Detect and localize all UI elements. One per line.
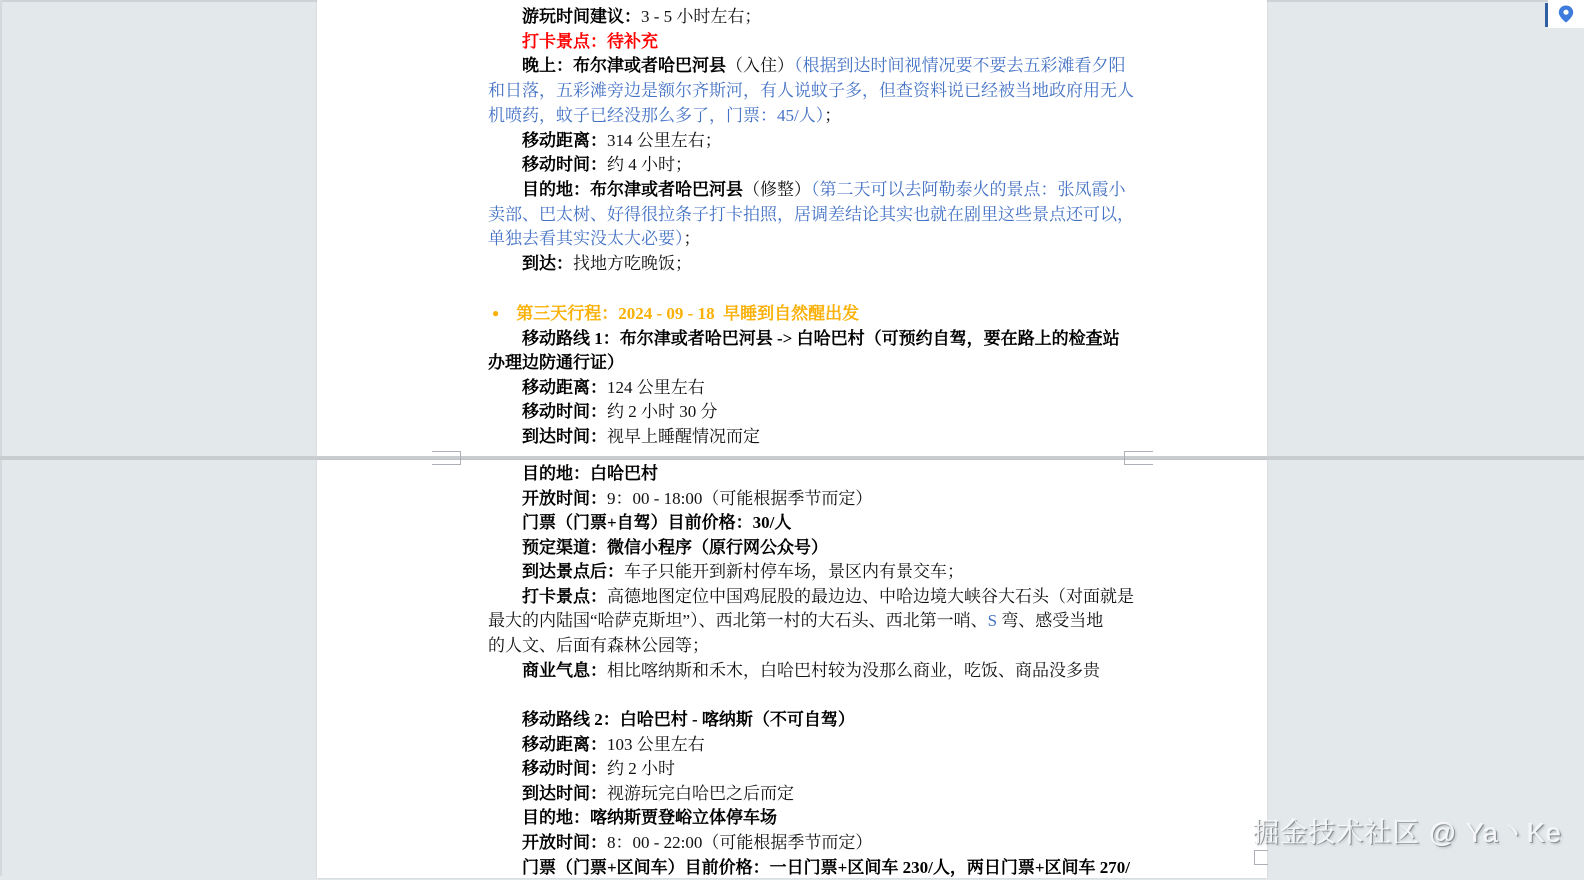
doc-line[interactable] [522,732,705,757]
text-segment: 和日落，五彩滩旁边是额尔齐斯河，有人说蚊子多，但查资料说已经被当地政府用无人 [488,81,1134,100]
text-segment: 找地方吃晚饭； [573,254,692,273]
text-segment: 机喷药，蚊子已经没那么多了，门票：45/人） [488,106,825,125]
doc-line[interactable] [522,152,692,177]
text-segment: （修整） [743,180,811,199]
text-segment: 约 4 小时； [607,155,692,174]
text-segment: S [987,611,998,630]
text-segment: （根据到达时间视情况要不要去五彩滩看夕阳 [794,56,1126,75]
text-segment: 办理边防通行证） [488,353,624,372]
doc-line[interactable] [522,658,1100,683]
text-segment: （入住） [726,56,794,75]
text-segment: 9：00 - 18:00（可能根据季节而定） [607,489,873,508]
doc-line[interactable] [522,53,1126,78]
text-segment: 目的地：白哈巴村 [522,464,658,483]
text-segment: 门票（门票+自驾）目前价格：30/人 [522,513,792,532]
text-segment: 3 - 5 小时左右； [641,7,762,26]
doc-line[interactable] [488,103,841,128]
text-segment: 约 2 小时 30 分 [607,402,718,421]
window-left-border [0,0,2,876]
text-segment: ； [683,229,701,248]
doc-line[interactable] [522,375,705,400]
text-segment: 相比喀纳斯和禾木，白哈巴村较为没那么商业，吃饭、商品没多贵 [607,661,1100,680]
text-segment: 314 公里左右； [607,131,722,150]
doc-line[interactable] [522,29,658,54]
text-segment: 高德地图定位中国鸡屁股的最边边、中哈边境大峡谷大石头（对面就是 [607,587,1134,606]
list-bullet-icon: ● [492,306,500,320]
text-segment: 视游玩完白哈巴之后而定 [607,784,794,803]
text-segment: 移动距离： [522,131,607,150]
text-segment: 8：00 - 22:00（可能根据季节而定） [607,833,873,852]
doc-line[interactable] [488,633,709,658]
doc-line[interactable] [522,326,1120,351]
text-segment: 移动路线 1：布尔津或者哈巴河县 -> 白哈巴村（可预约自驾，要在路上的检查站 [522,329,1120,348]
text-segment: 打卡景点： [522,587,607,606]
doc-line[interactable] [522,424,760,449]
text-segment: 商业气息： [522,661,607,680]
doc-line[interactable] [492,301,859,326]
pin-widget-box[interactable] [1548,0,1584,28]
text-segment: 移动时间： [522,759,607,778]
doc-line[interactable] [488,226,701,251]
doc-line[interactable] [522,4,761,29]
doc-line[interactable] [522,781,794,806]
text-segment: 的人文、后面有森林公园等； [488,636,709,655]
doc-line[interactable] [522,486,872,511]
text-segment: 到达时间： [522,427,607,446]
text-segment: 103 公里左右 [607,735,705,754]
doc-line[interactable] [522,251,692,276]
text-segment: 预定渠道：微信小程序（原行网公众号） [522,538,828,557]
doc-line[interactable] [488,350,624,375]
text-segment: 移动距离： [522,735,607,754]
doc-line[interactable] [522,535,828,560]
watermark: 掘金技术社区 @ Ya丶Ke [1252,818,1562,848]
doc-line[interactable] [522,510,791,535]
text-segment: 开放时间： [522,489,607,508]
text-segment: 124 公里左右 [607,378,705,397]
doc-line[interactable] [522,461,658,486]
text-segment: 单独去看其实没太大必要） [488,229,684,248]
text-segment: 到达景点后： [522,562,624,581]
doc-line[interactable] [522,177,1126,202]
text-segment: 移动时间： [522,402,607,421]
text-segment: 晚上：布尔津或者哈巴河县 [522,56,726,75]
text-segment: 移动路线 2：白哈巴村 - 喀纳斯（不可自驾） [522,710,855,729]
location-pin-icon [1558,5,1574,23]
text-segment: 最大的内陆国“哈萨克斯坦”）、西北第一村的大石头、西北第一哨、 [488,611,988,630]
doc-line[interactable] [522,128,722,153]
doc-line[interactable] [522,756,675,781]
doc-line[interactable] [488,202,1134,227]
text-segment: 约 2 小时 [607,759,675,778]
text-segment: 目的地：喀纳斯贾登峪立体停车场 [522,808,777,827]
text-segment: 移动距离： [522,378,607,397]
text-segment: 第三天行程：2024 - 09 - 18 早睡到自然醒出发 [516,304,860,323]
text-segment: 移动时间： [522,155,607,174]
doc-line[interactable] [488,608,1103,633]
doc-line[interactable] [522,830,872,855]
text-segment: 弯、感受当地 [997,611,1104,630]
text-segment: 游玩时间建议： [522,7,641,26]
text-segment: 视早上睡醒情况而定 [607,427,760,446]
text-segment: 到达： [522,254,573,273]
text-segment: ； [824,106,842,125]
doc-line[interactable] [522,584,1134,609]
text-segment: 目的地：布尔津或者哈巴河县 [522,180,743,199]
text-segment: 开放时间： [522,833,607,852]
doc-line[interactable] [488,78,1134,103]
text-segment: 到达时间： [522,784,607,803]
doc-line[interactable] [522,399,718,424]
text-segment: 卖部、巴太树、好得很拉条子打卡拍照，居调差结论其实也就在剧里这些景点还可以， [488,205,1134,224]
text-segment: 门票（门票+区间车）目前价格：一日门票+区间车 230/人，两日门票+区间车 270/ [522,858,1131,877]
location-pin-widget[interactable] [1545,0,1584,28]
doc-line[interactable] [522,559,964,584]
text-segment: 打卡景点：待补充 [522,32,658,51]
doc-line[interactable] [522,855,1130,880]
doc-line[interactable] [522,805,777,830]
doc-line[interactable] [522,707,855,732]
text-segment: 车子只能开到新村停车场，景区内有景交车； [624,562,964,581]
text-segment: （第二天可以去阿勒泰火的景点：张凤霞小 [811,180,1126,199]
